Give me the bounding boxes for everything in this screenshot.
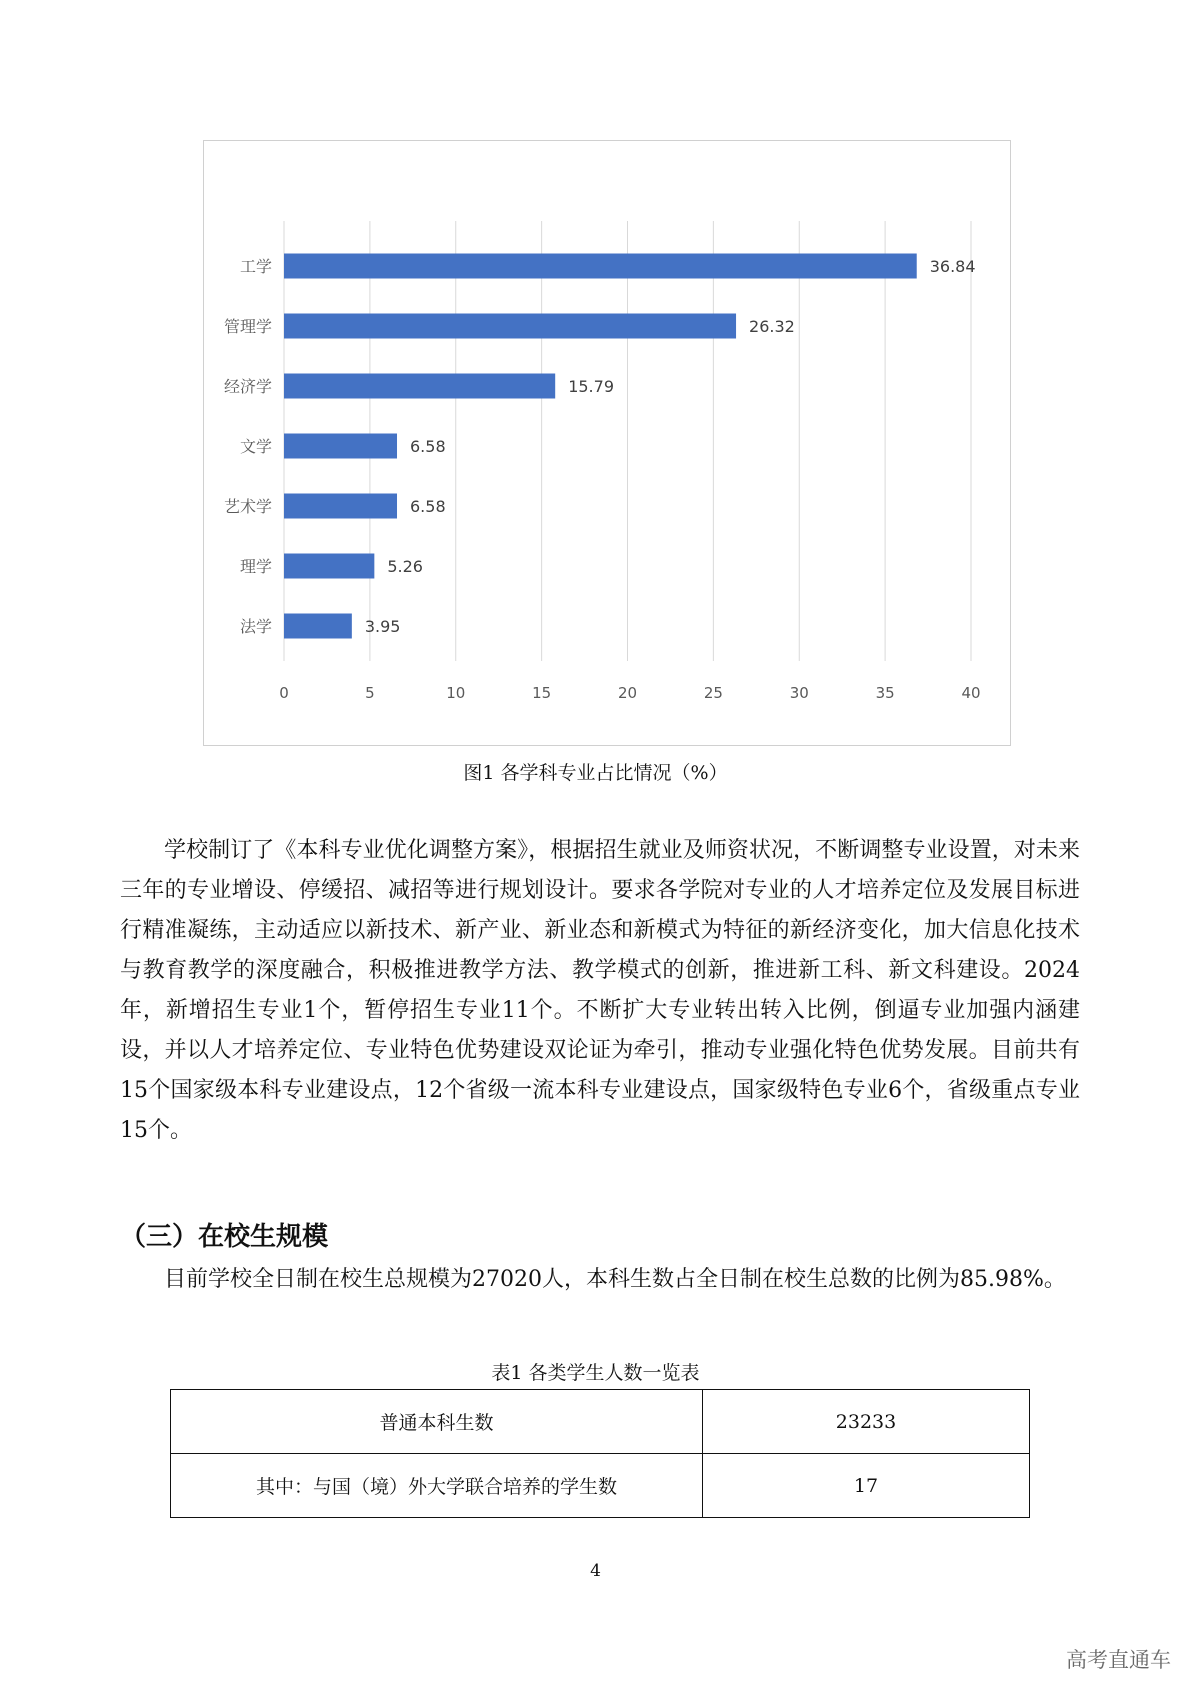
data-label: 5.26 xyxy=(387,557,423,576)
x-tick-label: 35 xyxy=(875,684,895,702)
data-label: 26.32 xyxy=(749,317,795,336)
data-label: 36.84 xyxy=(929,257,976,276)
category-label: 工学 xyxy=(239,257,272,276)
bar xyxy=(284,374,555,399)
bar-chart xyxy=(203,140,1011,746)
table-cell-label: 普通本科生数 xyxy=(171,1390,703,1454)
category-label: 理学 xyxy=(239,557,272,576)
table-cell-value: 23233 xyxy=(703,1390,1030,1454)
chart-canvas xyxy=(204,141,1012,747)
student-count-table xyxy=(170,1389,1030,1518)
watermark: 高考直通车 xyxy=(1066,1648,1171,1672)
table-cell-value: 17 xyxy=(703,1454,1030,1518)
data-label: 15.79 xyxy=(568,377,615,396)
x-tick-label: 0 xyxy=(279,684,289,702)
x-tick-label: 40 xyxy=(961,684,981,702)
bar xyxy=(284,554,374,579)
table-row xyxy=(171,1454,1030,1518)
x-tick-label: 5 xyxy=(365,684,375,702)
x-tick-label: 10 xyxy=(446,684,466,702)
bar xyxy=(284,434,397,459)
x-tick-label: 15 xyxy=(532,684,552,702)
table-cell-label: 其中：与国（境）外大学联合培养的学生数 xyxy=(171,1454,703,1518)
category-label: 管理学 xyxy=(223,317,272,336)
data-label: 6.58 xyxy=(410,437,446,456)
data-label: 6.58 xyxy=(410,497,446,516)
paragraph-text: 目前学校全日制在校生总规模为27020人，本科生数占全日制在校生总数的比例为85.98%。 xyxy=(164,1267,1066,1292)
bar xyxy=(284,494,397,519)
figure-caption: 图1 各学科专业占比情况（%） xyxy=(463,762,728,784)
body-paragraph-2 xyxy=(120,1260,1080,1300)
x-tick-label: 30 xyxy=(789,684,809,702)
category-label: 经济学 xyxy=(223,377,272,396)
page-number: 4 xyxy=(590,1561,601,1581)
table-caption: 表1 各类学生人数一览表 xyxy=(491,1362,700,1384)
x-tick-label: 20 xyxy=(617,684,638,702)
x-tick-label: 25 xyxy=(703,684,723,702)
table-row xyxy=(171,1390,1030,1454)
category-label: 艺术学 xyxy=(223,497,272,516)
section-heading: （三）在校生规模 xyxy=(120,1222,329,1252)
paragraph-text: 学校制订了《本科专业优化调整方案》，根据招生就业及师资状况，不断调整专业设置，对未来三年的专业增设、停缓招、减招等进行规划设计。要求各学院对专业的人才培养定位及发展目标进行精准凝练，主动适应以新技术、新产业、新业态和新模式为特征的新经济变化，加大信息化技术与教育教学的深度融合，积极推进教学方法、教学模式的创新，推进新工科、新文科建设。2024年，新增招生专业1个，暂停招生专业11个。不断扩大专业转出转入比例，倒逼专业加强内涵建设，并以人才培养定位、专业特色优势建设双论证为牵引，推动专业强化特色优势发展。目前共有15个国家级本科专业建设点，12个省级一流本科专业建设点，国家级特色专业6个，省级重点专业15个。 xyxy=(120,838,1080,1143)
category-label: 法学 xyxy=(239,617,272,636)
data-label: 3.95 xyxy=(364,617,401,636)
bar xyxy=(284,254,917,279)
bar xyxy=(284,614,352,639)
body-paragraph-1 xyxy=(120,831,1080,1151)
bar xyxy=(284,314,736,339)
category-label: 文学 xyxy=(239,437,272,456)
